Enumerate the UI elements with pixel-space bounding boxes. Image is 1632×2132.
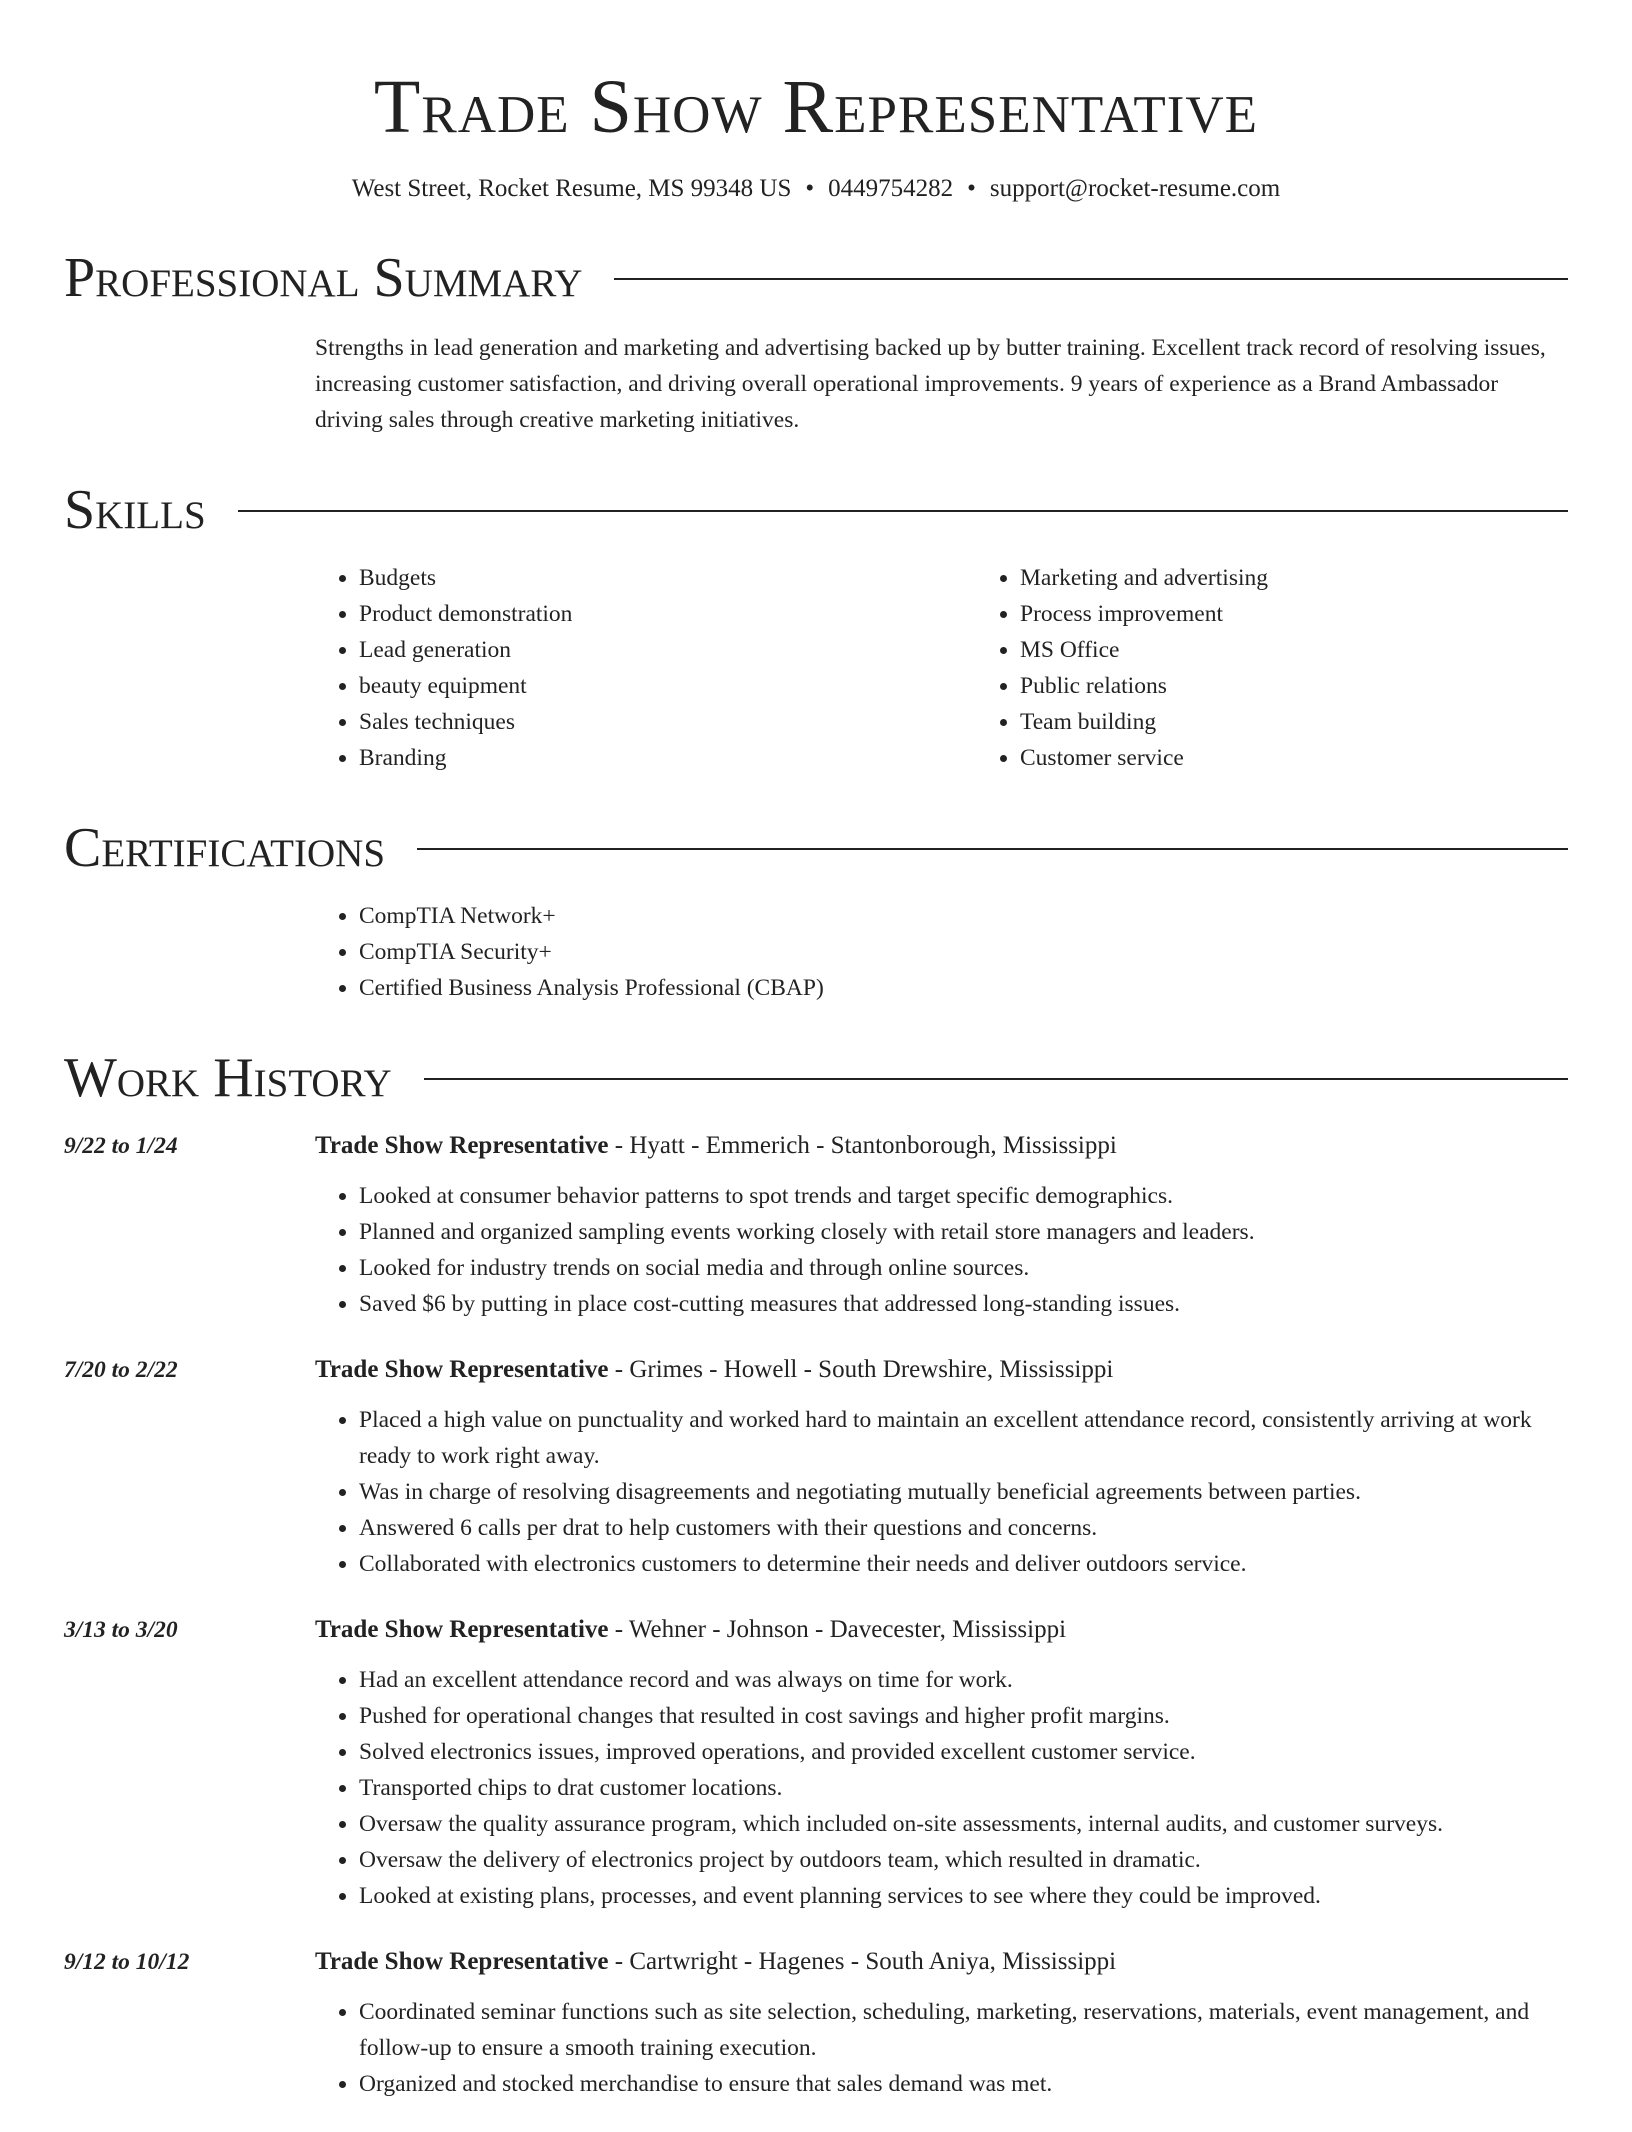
- job-title-line: [315, 1128, 1568, 1164]
- skill-item: • Public relations: [1020, 668, 1632, 704]
- skills-heading: Skills: [64, 479, 206, 541]
- certifications-list-wrap: [315, 898, 1568, 1006]
- certifications-section-header: [64, 816, 1568, 880]
- job-bullet: • Was in charge of resolving disagreements and negotiating mutually beneficial agreements between parties.: [359, 1474, 1568, 1510]
- certifications-list: [315, 898, 1568, 1006]
- job-title: Trade Show Representative: [315, 1132, 609, 1159]
- skill-item: • Sales techniques: [359, 704, 976, 740]
- job-bullet: • Collaborated with electronics customers to determine their needs and deliver outdoors service.: [359, 1546, 1568, 1582]
- certifications-heading: Certifications: [64, 817, 386, 879]
- job-bullet: • Oversaw the quality assurance program, which included on-site assessments, internal audits, and customer surveys.: [359, 1806, 1568, 1842]
- resume-name: Trade Show Representative: [373, 65, 1259, 149]
- contact-phone: 0449754282: [828, 175, 954, 202]
- resume-page: [64, 0, 1568, 2132]
- job-entry: [64, 1612, 1568, 1914]
- section-divider: [417, 848, 1568, 850]
- skill-item: • Product demonstration: [359, 596, 976, 632]
- job-body: [315, 1128, 1568, 1322]
- skill-item: • Budgets: [359, 560, 976, 596]
- contact-separator: •: [967, 175, 976, 202]
- skill-item: • Lead generation: [359, 632, 976, 668]
- section-divider: [238, 510, 1568, 512]
- job-employer: - Grimes - Howell - South Drewshire, Mississippi: [614, 1356, 1114, 1383]
- certification-item: • Certified Business Analysis Professional (CBAP): [359, 970, 1568, 1006]
- job-bullet: • Had an excellent attendance record and was always on time for work.: [359, 1662, 1568, 1698]
- skill-item: • Branding: [359, 740, 976, 776]
- summary-text: Strengths in lead generation and marketing and advertising backed up by butter training. Excellent track record of resolving issues, increasing customer satisfaction, and driving overall operational improvements. 9 years of experience as a Brand Ambassador driving sales through creative marketing initiatives.: [315, 335, 1546, 433]
- contact-email: support@rocket-resume.com: [989, 175, 1281, 202]
- job-bullets: [315, 1662, 1568, 1914]
- job-entry: [64, 1944, 1568, 2102]
- job-title-line: [315, 1612, 1568, 1648]
- contact-address: West Street, Rocket Resume, MS 99348 US: [351, 175, 792, 202]
- job-body: [315, 1352, 1568, 1582]
- skills-list-left: [315, 560, 976, 776]
- summary-heading: Professional Summary: [64, 247, 583, 309]
- job-entry: [64, 1128, 1568, 1322]
- job-title: Trade Show Representative: [315, 1616, 609, 1643]
- skill-item: • MS Office: [1020, 632, 1632, 668]
- section-divider: [614, 278, 1568, 280]
- job-title-line: [315, 1944, 1568, 1980]
- job-employer: - Cartwright - Hagenes - South Aniya, Mississippi: [614, 1948, 1117, 1975]
- job-bullet: • Looked for industry trends on social media and through online sources.: [359, 1250, 1568, 1286]
- contact-line: [64, 172, 1568, 206]
- job-bullet: • Solved electronics issues, improved operations, and provided excellent customer service.: [359, 1734, 1568, 1770]
- job-bullet: • Looked at consumer behavior patterns to spot trends and target specific demographics.: [359, 1178, 1568, 1214]
- job-dates: 3/13 to 3/20: [64, 1617, 178, 1643]
- job-bullets: [315, 1994, 1568, 2102]
- job-dates: 7/20 to 2/22: [64, 1357, 178, 1383]
- skills-grid: [315, 560, 1568, 776]
- work-section-header: [64, 1046, 1568, 1110]
- job-employer: - Wehner - Johnson - Davecester, Mississippi: [614, 1616, 1067, 1643]
- job-title: Trade Show Representative: [315, 1356, 609, 1383]
- skills-list-right: [976, 560, 1632, 776]
- skills-section-header: [64, 478, 1568, 542]
- work-history-list: [64, 1128, 1568, 2102]
- work-heading: Work History: [64, 1047, 392, 1109]
- skill-item: • Team building: [1020, 704, 1632, 740]
- contact-separator: •: [805, 175, 815, 202]
- skill-item: • beauty equipment: [359, 668, 976, 704]
- job-bullet: • Pushed for operational changes that resulted in cost savings and higher profit margins.: [359, 1698, 1568, 1734]
- job-dates: 9/12 to 10/12: [64, 1949, 190, 1975]
- skill-item: • Marketing and advertising: [1020, 560, 1632, 596]
- certification-item: • CompTIA Network+: [359, 898, 1568, 934]
- job-bullet: • Organized and stocked merchandise to ensure that sales demand was met.: [359, 2066, 1568, 2102]
- job-bullet: • Looked at existing plans, processes, and event planning services to see where they could be improved.: [359, 1878, 1568, 1914]
- job-bullet: • Planned and organized sampling events working closely with retail store managers and leaders.: [359, 1214, 1568, 1250]
- section-divider: [424, 1078, 1568, 1080]
- job-employer: - Hyatt - Emmerich - Stantonborough, Mississippi: [614, 1132, 1117, 1159]
- job-body: [315, 1944, 1568, 2102]
- skill-item: • Process improvement: [1020, 596, 1632, 632]
- job-bullet: • Placed a high value on punctuality and worked hard to maintain an excellent attendance record, consistently arriving at work ready to work right away.: [359, 1402, 1568, 1474]
- job-bullet: • Transported chips to drat customer locations.: [359, 1770, 1568, 1806]
- job-title: Trade Show Representative: [315, 1948, 609, 1975]
- job-bullets: [315, 1402, 1568, 1582]
- certification-item: • CompTIA Security+: [359, 934, 1568, 970]
- job-dates: 9/22 to 1/24: [64, 1133, 178, 1159]
- job-title-line: [315, 1352, 1568, 1388]
- job-bullet: • Oversaw the delivery of electronics project by outdoors team, which resulted in dramatic.: [359, 1842, 1568, 1878]
- skill-item: • Customer service: [1020, 740, 1632, 776]
- job-body: [315, 1612, 1568, 1914]
- summary-section-header: [64, 246, 1568, 310]
- job-bullet: • Coordinated seminar functions such as site selection, scheduling, marketing, reservations, materials, event management, and follow-up to ensure a smooth training execution.: [359, 1994, 1568, 2066]
- job-bullets: [315, 1178, 1568, 1322]
- job-bullet: • Saved $6 by putting in place cost-cutting measures that addressed long-standing issues.: [359, 1286, 1568, 1322]
- job-entry: [64, 1352, 1568, 1582]
- job-bullet: • Answered 6 calls per drat to help customers with their questions and concerns.: [359, 1510, 1568, 1546]
